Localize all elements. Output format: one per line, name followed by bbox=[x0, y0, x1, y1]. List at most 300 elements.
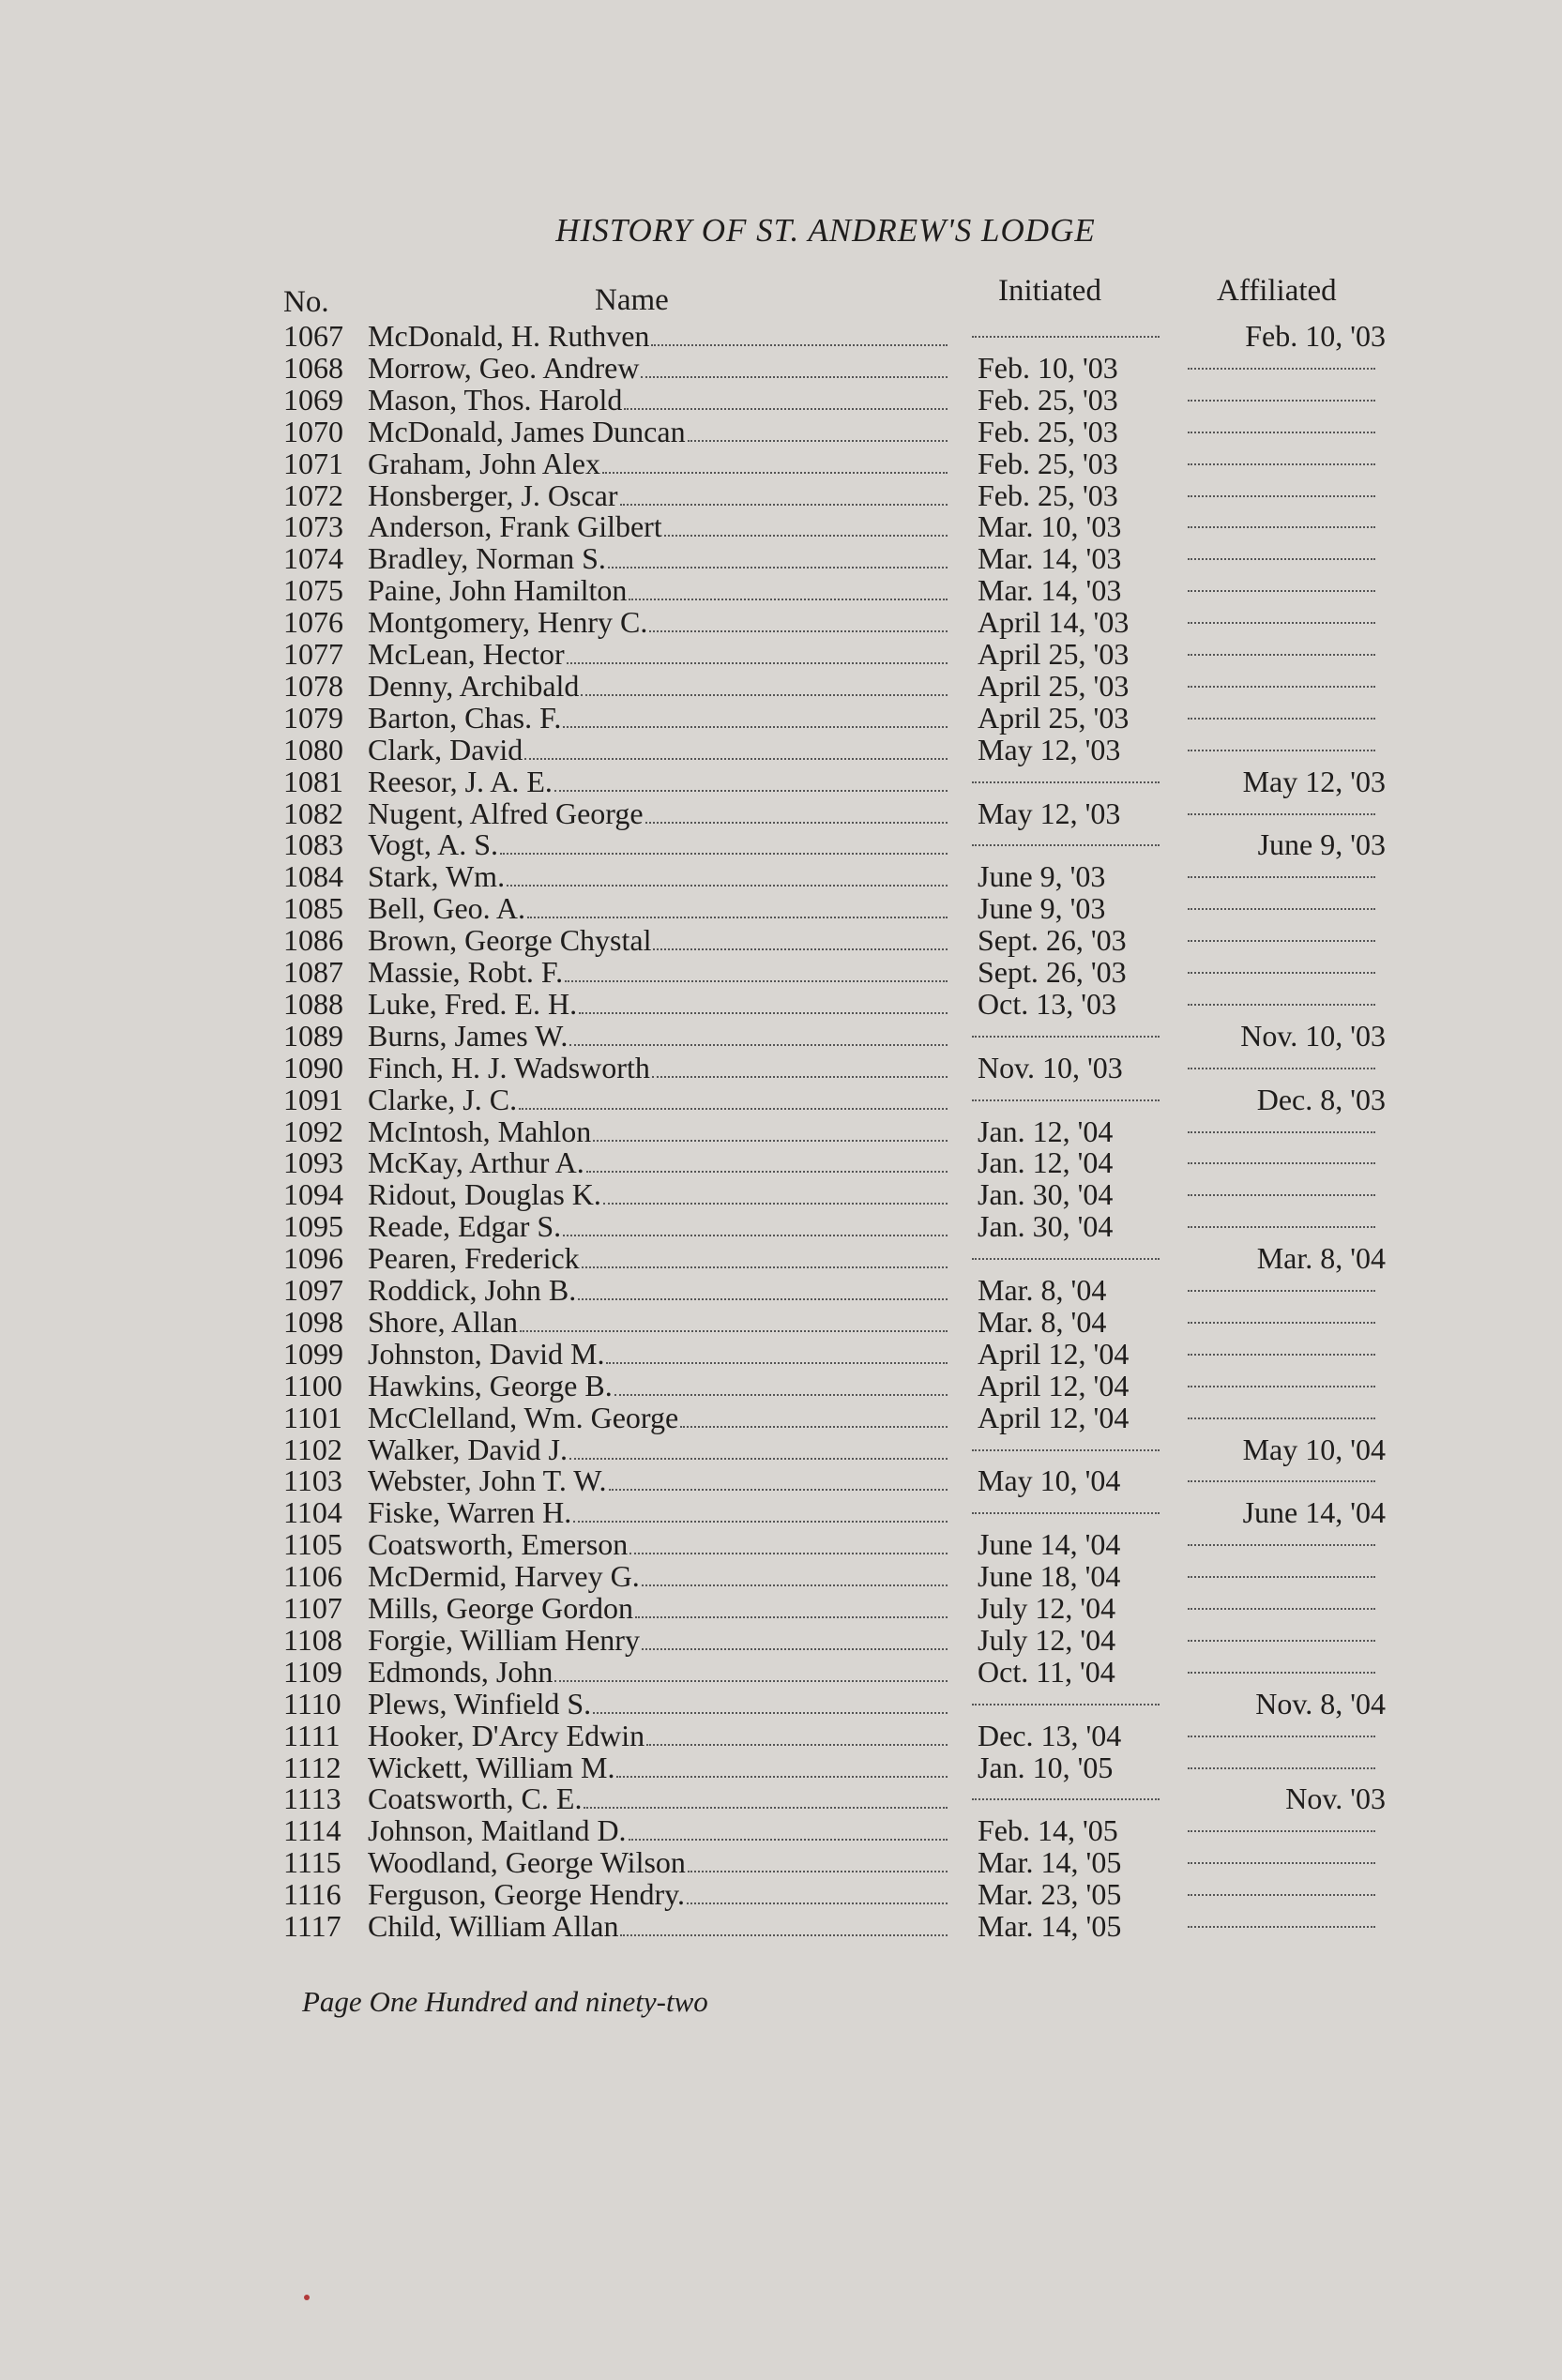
affiliated-blank-line bbox=[1188, 1226, 1375, 1228]
affiliated-blank-line bbox=[1188, 1608, 1375, 1610]
member-name: Stark, Wm. bbox=[368, 859, 506, 894]
affiliated-blank-line bbox=[1188, 1194, 1375, 1196]
member-number: 1089 bbox=[283, 1018, 343, 1053]
member-name-cell bbox=[368, 733, 949, 767]
member-name: Coatsworth, C. E. bbox=[368, 1781, 583, 1816]
member-name-cell bbox=[368, 923, 949, 958]
member-name-cell bbox=[368, 1051, 949, 1085]
member-number: 1088 bbox=[283, 986, 343, 1021]
member-name-cell bbox=[368, 1083, 949, 1117]
member-name: Johnson, Maitland D. bbox=[368, 1813, 627, 1848]
initiated-date: April 14, '03 bbox=[978, 605, 1130, 640]
column-header-name: Name bbox=[595, 283, 669, 317]
member-name: Massie, Robt. F. bbox=[368, 955, 564, 989]
member-name-cell bbox=[368, 827, 949, 862]
member-number: 1092 bbox=[283, 1114, 343, 1148]
affiliated-blank-line bbox=[1188, 432, 1375, 433]
member-name: Nugent, Alfred George bbox=[368, 796, 644, 830]
affiliated-blank-line bbox=[1188, 813, 1375, 815]
dotted-leader bbox=[593, 1140, 948, 1142]
member-name-cell bbox=[368, 1114, 949, 1149]
member-name-cell bbox=[368, 859, 949, 894]
page-footer: Page One Hundred and ninety-two bbox=[302, 1985, 708, 2018]
member-number: 1111 bbox=[283, 1718, 341, 1752]
member-name: Edmonds, John bbox=[368, 1654, 554, 1689]
affiliated-blank-line bbox=[1188, 686, 1375, 688]
dotted-leader bbox=[578, 1298, 948, 1300]
affiliated-date: May 10, '04 bbox=[1242, 1432, 1386, 1466]
member-number: 1105 bbox=[283, 1527, 342, 1562]
member-name-cell bbox=[368, 1751, 949, 1785]
affiliated-date: June 14, '04 bbox=[1242, 1495, 1386, 1530]
affiliated-blank-line bbox=[1188, 1417, 1375, 1419]
dotted-leader bbox=[653, 948, 948, 950]
member-name-cell bbox=[368, 383, 949, 417]
initiated-date: Feb. 14, '05 bbox=[978, 1813, 1118, 1848]
member-name: Vogt, A. S. bbox=[368, 827, 499, 862]
affiliated-blank-line bbox=[1188, 1544, 1375, 1546]
member-name: Forgie, William Henry bbox=[368, 1622, 640, 1657]
member-number: 1071 bbox=[283, 446, 343, 480]
initiated-date: May 12, '03 bbox=[978, 732, 1121, 766]
member-number: 1082 bbox=[283, 796, 343, 830]
member-name-cell bbox=[368, 1463, 949, 1498]
initiated-date: June 14, '04 bbox=[978, 1527, 1121, 1562]
member-name-cell bbox=[368, 605, 949, 640]
affiliated-blank-line bbox=[1188, 1830, 1375, 1832]
page-title: HISTORY OF ST. ANDREW'S LODGE bbox=[555, 212, 1096, 249]
affiliated-blank-line bbox=[1188, 972, 1375, 974]
member-name-cell bbox=[368, 1845, 949, 1880]
member-number: 1099 bbox=[283, 1336, 343, 1371]
member-name: Reade, Edgar S. bbox=[368, 1209, 562, 1244]
member-name-cell bbox=[368, 319, 949, 354]
member-name: Fiske, Warren H. bbox=[368, 1495, 572, 1530]
dotted-leader bbox=[565, 980, 948, 982]
dotted-leader bbox=[629, 1839, 948, 1841]
dotted-leader bbox=[527, 917, 948, 918]
member-name-cell bbox=[368, 1241, 949, 1276]
initiated-date: May 12, '03 bbox=[978, 796, 1121, 830]
member-name-cell bbox=[368, 1877, 949, 1912]
initiated-date: Mar. 14, '05 bbox=[978, 1845, 1122, 1880]
member-name: Finch, H. J. Wadsworth bbox=[368, 1050, 650, 1084]
initiated-blank-line bbox=[972, 1036, 1160, 1038]
affiliated-blank-line bbox=[1188, 558, 1375, 560]
initiated-blank-line bbox=[972, 1449, 1160, 1451]
dotted-leader bbox=[563, 726, 948, 728]
member-number: 1072 bbox=[283, 478, 343, 512]
member-name: Plews, Winfield S. bbox=[368, 1686, 592, 1721]
initiated-date: Sept. 26, '03 bbox=[978, 955, 1127, 989]
member-name-cell bbox=[368, 1527, 949, 1562]
member-name-cell bbox=[368, 955, 949, 990]
member-name: Woodland, George Wilson bbox=[368, 1845, 686, 1880]
affiliated-blank-line bbox=[1188, 908, 1375, 910]
member-name-cell bbox=[368, 1719, 949, 1753]
member-name-cell bbox=[368, 1559, 949, 1594]
member-number: 1104 bbox=[283, 1495, 342, 1530]
initiated-date: Jan. 10, '05 bbox=[978, 1750, 1114, 1784]
dotted-leader bbox=[519, 1108, 948, 1110]
member-name-cell bbox=[368, 987, 949, 1022]
affiliated-blank-line bbox=[1188, 876, 1375, 878]
member-name-cell bbox=[368, 509, 949, 544]
member-name-cell bbox=[368, 447, 949, 481]
member-number: 1113 bbox=[283, 1781, 341, 1816]
affiliated-blank-line bbox=[1188, 1736, 1375, 1737]
dotted-leader bbox=[609, 1489, 948, 1491]
member-name-cell bbox=[368, 541, 949, 576]
member-name: Montgomery, Henry C. bbox=[368, 605, 648, 640]
member-name: Barton, Chas. F. bbox=[368, 700, 562, 735]
member-name-cell bbox=[368, 1433, 949, 1467]
initiated-blank-line bbox=[972, 336, 1160, 338]
initiated-date: Feb. 25, '03 bbox=[978, 446, 1118, 480]
member-name: Bell, Geo. A. bbox=[368, 891, 525, 926]
member-number: 1085 bbox=[283, 891, 343, 926]
dotted-leader bbox=[563, 1235, 948, 1236]
member-name: Hawkins, George B. bbox=[368, 1368, 613, 1402]
member-name: McDonald, James Duncan bbox=[368, 414, 686, 448]
dotted-leader bbox=[593, 1712, 948, 1714]
initiated-date: Jan. 30, '04 bbox=[978, 1209, 1114, 1244]
member-name: Brown, George Chystal bbox=[368, 923, 652, 958]
affiliated-blank-line bbox=[1188, 1640, 1375, 1642]
member-name: Johnston, David M. bbox=[368, 1336, 605, 1371]
initiated-date: Feb. 25, '03 bbox=[978, 478, 1118, 512]
affiliated-blank-line bbox=[1188, 718, 1375, 720]
member-number: 1095 bbox=[283, 1209, 343, 1244]
member-name: McClelland, Wm. George bbox=[368, 1400, 679, 1434]
affiliated-blank-line bbox=[1188, 526, 1375, 528]
dotted-leader bbox=[507, 885, 948, 887]
member-number: 1102 bbox=[283, 1432, 342, 1466]
dotted-leader bbox=[573, 1521, 948, 1523]
member-number: 1106 bbox=[283, 1559, 342, 1594]
member-name: Luke, Fred. E. H. bbox=[368, 986, 578, 1021]
initiated-date: June 9, '03 bbox=[978, 859, 1106, 894]
dotted-leader bbox=[606, 1362, 948, 1364]
dotted-leader bbox=[688, 1871, 948, 1872]
dotted-leader bbox=[554, 790, 948, 792]
member-number: 1101 bbox=[283, 1400, 342, 1434]
initiated-date: Oct. 13, '03 bbox=[978, 986, 1116, 1021]
member-name: Mills, George Gordon bbox=[368, 1591, 633, 1625]
member-name-cell bbox=[368, 1781, 949, 1816]
initiated-date: Feb. 25, '03 bbox=[978, 414, 1118, 448]
dotted-leader bbox=[629, 599, 948, 600]
member-number: 1081 bbox=[283, 764, 343, 798]
initiated-date: Jan. 30, '04 bbox=[978, 1177, 1114, 1212]
initiated-date: July 12, '04 bbox=[978, 1622, 1116, 1657]
dotted-leader bbox=[652, 1076, 948, 1078]
member-name-cell bbox=[368, 1369, 949, 1403]
member-number: 1076 bbox=[283, 605, 343, 640]
member-number: 1068 bbox=[283, 350, 343, 385]
member-name-cell bbox=[368, 1401, 949, 1435]
dotted-leader bbox=[642, 1648, 948, 1650]
initiated-blank-line bbox=[972, 1258, 1160, 1260]
member-number: 1103 bbox=[283, 1463, 342, 1498]
dotted-leader bbox=[603, 1203, 948, 1205]
affiliated-blank-line bbox=[1188, 1290, 1375, 1292]
dotted-leader bbox=[620, 504, 948, 506]
initiated-date: Oct. 11, '04 bbox=[978, 1654, 1115, 1689]
dotted-leader bbox=[680, 1426, 948, 1428]
member-name-cell bbox=[368, 1209, 949, 1244]
affiliated-blank-line bbox=[1188, 1386, 1375, 1387]
dotted-leader bbox=[620, 1934, 948, 1936]
initiated-blank-line bbox=[972, 844, 1160, 846]
dotted-leader bbox=[614, 1394, 948, 1396]
affiliated-date: Mar. 8, '04 bbox=[1256, 1241, 1386, 1276]
member-name-cell bbox=[368, 478, 949, 513]
initiated-date: Mar. 14, '05 bbox=[978, 1909, 1122, 1943]
affiliated-blank-line bbox=[1188, 463, 1375, 465]
member-name: McLean, Hector bbox=[368, 637, 565, 671]
affiliated-blank-line bbox=[1188, 1480, 1375, 1482]
affiliated-blank-line bbox=[1188, 940, 1375, 942]
affiliated-blank-line bbox=[1188, 750, 1375, 751]
member-number: 1115 bbox=[283, 1845, 341, 1880]
member-name: Clarke, J. C. bbox=[368, 1082, 518, 1116]
dotted-leader bbox=[586, 1171, 948, 1173]
column-header-affiliated: Affiliated bbox=[1217, 274, 1337, 308]
member-name: Paine, John Hamilton bbox=[368, 573, 628, 608]
dotted-leader bbox=[687, 1902, 948, 1904]
member-name: Burns, James W. bbox=[368, 1018, 569, 1053]
member-name: Walker, David J. bbox=[368, 1432, 568, 1466]
affiliated-date: May 12, '03 bbox=[1242, 764, 1386, 798]
member-number: 1116 bbox=[283, 1877, 341, 1912]
member-number: 1083 bbox=[283, 827, 343, 862]
member-name-cell bbox=[368, 1623, 949, 1658]
member-name: Honsberger, J. Oscar bbox=[368, 478, 618, 512]
member-name-cell bbox=[368, 1273, 949, 1308]
dotted-leader bbox=[608, 567, 948, 568]
initiated-date: Feb. 10, '03 bbox=[978, 350, 1118, 385]
member-number: 1084 bbox=[283, 859, 343, 894]
initiated-date: Nov. 10, '03 bbox=[978, 1050, 1123, 1084]
dotted-leader bbox=[554, 1680, 948, 1682]
member-name-cell bbox=[368, 637, 949, 672]
dotted-leader bbox=[642, 1584, 948, 1586]
affiliated-blank-line bbox=[1188, 1162, 1375, 1164]
affiliated-blank-line bbox=[1188, 1767, 1375, 1769]
member-name-cell bbox=[368, 573, 949, 608]
affiliated-blank-line bbox=[1188, 622, 1375, 624]
member-number: 1090 bbox=[283, 1050, 343, 1084]
member-number: 1070 bbox=[283, 414, 343, 448]
member-name: Webster, John T. W. bbox=[368, 1463, 607, 1498]
initiated-date: Mar. 23, '05 bbox=[978, 1877, 1122, 1912]
member-name-cell bbox=[368, 351, 949, 386]
initiated-date: June 9, '03 bbox=[978, 891, 1106, 926]
affiliated-blank-line bbox=[1188, 1576, 1375, 1578]
dotted-leader bbox=[500, 853, 948, 855]
affiliated-blank-line bbox=[1188, 1322, 1375, 1324]
affiliated-blank-line bbox=[1188, 400, 1375, 402]
member-number: 1075 bbox=[283, 573, 343, 608]
dotted-leader bbox=[635, 1616, 948, 1618]
ink-spot bbox=[304, 2295, 310, 2300]
initiated-date: July 12, '04 bbox=[978, 1591, 1116, 1625]
member-number: 1091 bbox=[283, 1082, 343, 1116]
dotted-leader bbox=[567, 662, 948, 664]
initiated-blank-line bbox=[972, 1704, 1160, 1705]
member-number: 1100 bbox=[283, 1368, 342, 1402]
member-name: Ridout, Douglas K. bbox=[368, 1177, 601, 1212]
initiated-date: Mar. 14, '03 bbox=[978, 541, 1122, 576]
affiliated-blank-line bbox=[1188, 1894, 1375, 1896]
member-name-cell bbox=[368, 1019, 949, 1054]
column-header-initiated: Initiated bbox=[998, 274, 1101, 308]
dotted-leader bbox=[520, 1330, 948, 1332]
initiated-date: Mar. 14, '03 bbox=[978, 573, 1122, 608]
dotted-leader bbox=[664, 535, 948, 537]
initiated-date: April 12, '04 bbox=[978, 1368, 1130, 1402]
initiated-blank-line bbox=[972, 1798, 1160, 1800]
initiated-blank-line bbox=[972, 1512, 1160, 1514]
member-name-cell bbox=[368, 1145, 949, 1180]
affiliated-blank-line bbox=[1188, 1926, 1375, 1928]
member-number: 1112 bbox=[283, 1750, 341, 1784]
member-name: McIntosh, Mahlon bbox=[368, 1114, 592, 1148]
dotted-leader bbox=[569, 1044, 948, 1046]
dotted-leader bbox=[649, 630, 948, 632]
dotted-leader bbox=[584, 1807, 948, 1809]
member-number: 1114 bbox=[283, 1813, 341, 1848]
dotted-leader bbox=[569, 1458, 948, 1460]
initiated-date: Jan. 12, '04 bbox=[978, 1114, 1114, 1148]
member-name: Pearen, Frederick bbox=[368, 1241, 580, 1276]
member-name: Bradley, Norman S. bbox=[368, 541, 606, 576]
member-name-cell bbox=[368, 1305, 949, 1340]
initiated-blank-line bbox=[972, 1099, 1160, 1101]
member-name-cell bbox=[368, 415, 949, 449]
member-name-cell bbox=[368, 701, 949, 735]
initiated-date: April 25, '03 bbox=[978, 637, 1130, 671]
member-number: 1093 bbox=[283, 1145, 343, 1180]
affiliated-date: Nov. 8, '04 bbox=[1255, 1686, 1386, 1721]
member-name: Mason, Thos. Harold bbox=[368, 382, 623, 417]
initiated-date: April 12, '04 bbox=[978, 1336, 1130, 1371]
member-name: Graham, John Alex bbox=[368, 446, 600, 480]
dotted-leader bbox=[651, 344, 948, 346]
affiliated-date: Nov. 10, '03 bbox=[1240, 1018, 1386, 1053]
dotted-leader bbox=[624, 408, 948, 410]
affiliated-blank-line bbox=[1188, 368, 1375, 370]
member-number: 1096 bbox=[283, 1241, 343, 1276]
member-name: Ferguson, George Hendry. bbox=[368, 1877, 686, 1912]
member-number: 1097 bbox=[283, 1273, 343, 1307]
member-name: McKay, Arthur A. bbox=[368, 1145, 584, 1180]
member-number: 1074 bbox=[283, 541, 343, 576]
initiated-date: April 25, '03 bbox=[978, 668, 1130, 703]
affiliated-date: Nov. '03 bbox=[1285, 1781, 1386, 1816]
initiated-date: May 10, '04 bbox=[978, 1463, 1121, 1498]
member-name: Anderson, Frank Gilbert bbox=[368, 509, 662, 544]
member-name: Morrow, Geo. Andrew bbox=[368, 350, 640, 385]
affiliated-blank-line bbox=[1188, 1672, 1375, 1674]
member-name: Reesor, J. A. E. bbox=[368, 764, 553, 798]
affiliated-blank-line bbox=[1188, 1068, 1375, 1069]
member-name: Child, William Allan bbox=[368, 1909, 619, 1943]
dotted-leader bbox=[629, 1553, 948, 1554]
affiliated-blank-line bbox=[1188, 654, 1375, 656]
member-number: 1080 bbox=[283, 732, 343, 766]
initiated-date: Mar. 10, '03 bbox=[978, 509, 1122, 544]
member-number: 1117 bbox=[283, 1909, 341, 1943]
member-name-cell bbox=[368, 1687, 949, 1721]
affiliated-date: Feb. 10, '03 bbox=[1245, 319, 1386, 353]
member-number: 1067 bbox=[283, 319, 343, 353]
member-name-cell bbox=[368, 765, 949, 799]
initiated-date: Mar. 8, '04 bbox=[978, 1304, 1107, 1339]
dotted-leader bbox=[616, 1776, 948, 1778]
member-number: 1069 bbox=[283, 382, 343, 417]
initiated-date: April 12, '04 bbox=[978, 1400, 1130, 1434]
dotted-leader bbox=[641, 376, 948, 378]
affiliated-blank-line bbox=[1188, 1131, 1375, 1133]
member-number: 1107 bbox=[283, 1591, 342, 1625]
member-number: 1110 bbox=[283, 1686, 341, 1721]
dotted-leader bbox=[688, 440, 948, 442]
member-number: 1079 bbox=[283, 700, 343, 735]
dotted-leader bbox=[524, 758, 948, 760]
member-number: 1094 bbox=[283, 1177, 343, 1212]
dotted-leader bbox=[581, 694, 948, 696]
member-name: McDermid, Harvey G. bbox=[368, 1559, 640, 1594]
member-name: McDonald, H. Ruthven bbox=[368, 319, 650, 353]
member-name-cell bbox=[368, 796, 949, 831]
initiated-date: April 25, '03 bbox=[978, 700, 1130, 735]
member-name-cell bbox=[368, 1591, 949, 1626]
member-name-cell bbox=[368, 891, 949, 926]
member-name-cell bbox=[368, 1177, 949, 1212]
member-number: 1078 bbox=[283, 668, 343, 703]
member-number: 1108 bbox=[283, 1622, 342, 1657]
initiated-date: June 18, '04 bbox=[978, 1559, 1121, 1594]
initiated-blank-line bbox=[972, 781, 1160, 783]
member-number: 1077 bbox=[283, 637, 343, 671]
member-name-cell bbox=[368, 1813, 949, 1848]
affiliated-blank-line bbox=[1188, 495, 1375, 497]
member-name: Shore, Allan bbox=[368, 1304, 518, 1339]
affiliated-date: June 9, '03 bbox=[1257, 827, 1386, 862]
dotted-leader bbox=[646, 1744, 948, 1746]
member-name: Coatsworth, Emerson bbox=[368, 1527, 629, 1562]
affiliated-blank-line bbox=[1188, 590, 1375, 592]
member-name: Roddick, John B. bbox=[368, 1273, 577, 1307]
member-name-cell bbox=[368, 1655, 949, 1690]
member-name-cell bbox=[368, 1337, 949, 1372]
affiliated-date: Dec. 8, '03 bbox=[1256, 1082, 1386, 1116]
initiated-date: Mar. 8, '04 bbox=[978, 1273, 1107, 1307]
member-name-cell bbox=[368, 1495, 949, 1530]
member-name-cell bbox=[368, 669, 949, 704]
affiliated-blank-line bbox=[1188, 1004, 1375, 1006]
affiliated-blank-line bbox=[1188, 1862, 1375, 1864]
member-name: Denny, Archibald bbox=[368, 668, 580, 703]
member-number: 1087 bbox=[283, 955, 343, 989]
initiated-date: Jan. 12, '04 bbox=[978, 1145, 1114, 1180]
dotted-leader bbox=[645, 822, 948, 824]
initiated-date: Sept. 26, '03 bbox=[978, 923, 1127, 958]
dotted-leader bbox=[579, 1012, 948, 1014]
initiated-date: Feb. 25, '03 bbox=[978, 382, 1118, 417]
